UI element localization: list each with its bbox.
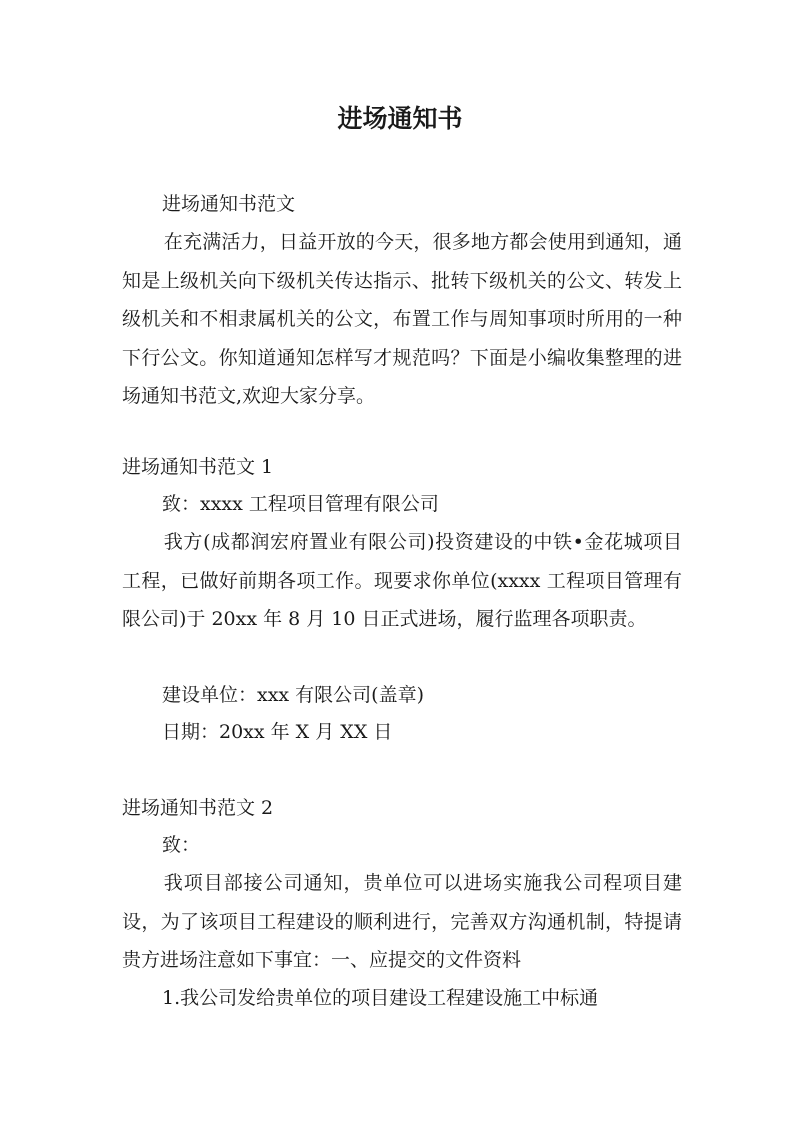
sample1-date: 日期：20xx 年 X 月 XX 日 <box>162 721 393 743</box>
sample2-item1: 1.我公司发给贵单位的项目建设工程建设施工中标通 <box>162 987 599 1009</box>
document-subtitle: 进场通知书范文 <box>162 193 296 215</box>
sample2-recipient: 致： <box>162 834 201 856</box>
document-title: 进场通知书 <box>337 104 463 133</box>
sample2-heading: 进场通知书范文 2 <box>122 797 274 819</box>
sample2-body: 我项目部接公司通知，贵单位可以进场实施我公司程项目建设，为了该项目工程建设的顺利进行，完善双方沟通机制，特提请贵方进场注意如下事宜：一、应提交的文件资料 <box>122 872 682 971</box>
sample1-body: 我方(成都润宏府置业有限公司)投资建设的中铁•金花城项目工程，已做好前期各项工作。现要求你单位(xxxx 工程项目管理有限公司)于 20xx 年 8 月 10 日正式进场，履行监理各项职责。 <box>122 531 682 630</box>
intro-paragraph: 在充满活力，日益开放的今天，很多地方都会使用到通知，通知是上级机关向下级机关传达指示、批转下级机关的公文、转发上级机关和不相隶属机关的公文，布置工作与周知事项时所用的一种下行公文。你知道通知怎样写才规范吗？下面是小编收集整理的进场通知书范文,欢迎大家分享。 <box>122 231 682 407</box>
sample1-heading: 进场通知书范文 1 <box>122 456 274 478</box>
sample1-unit: 建设单位：xxx 有限公司(盖章) <box>162 684 425 706</box>
sample1-recipient: 致：xxxx 工程项目管理有限公司 <box>162 493 439 515</box>
